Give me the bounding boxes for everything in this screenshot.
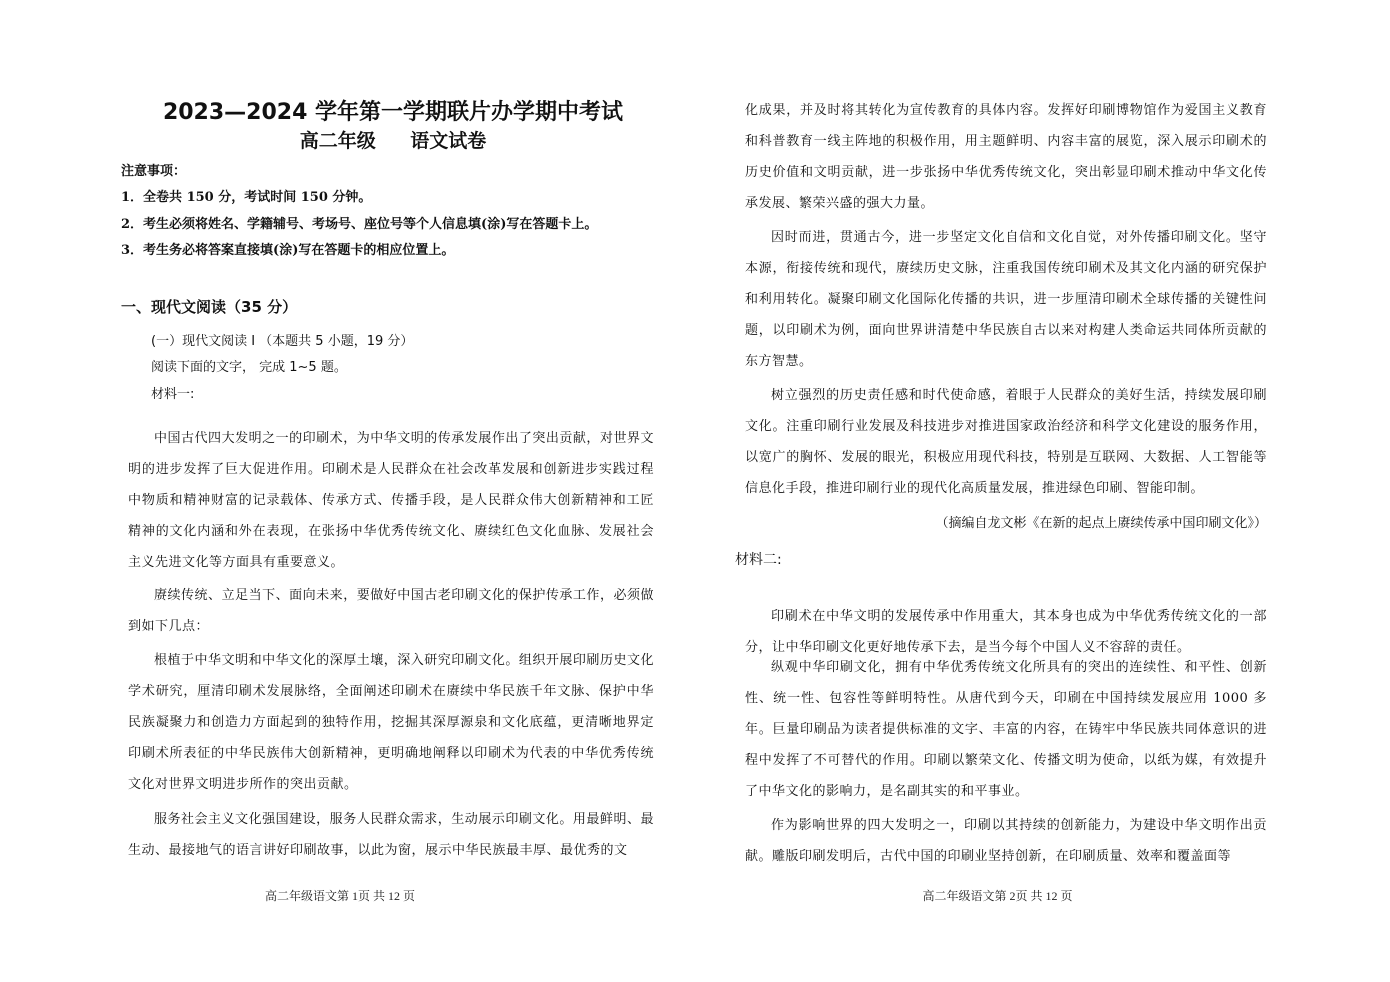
note-item: 1．全卷共 150 分，考试时间 150 分钟。	[121, 190, 372, 205]
exam-title: 2023—2024 学年第一学期联片办学期中考试	[162, 100, 624, 125]
subsection-heading: (一）现代文阅读 I （本题共 5 小题，19 分）	[151, 334, 414, 349]
page-footer: 高二年级语文第 2页 共 12 页	[922, 889, 1073, 903]
section-heading: 一、现代文阅读（35 分）	[121, 298, 298, 316]
body-paragraph: 赓续传统、立足当下、面向未来，要做好中国古老印刷文化的保护传承工作，必须做到如下几点：	[128, 588, 654, 634]
page-footer: 高二年级语文第 1页 共 12 页	[264, 889, 415, 903]
body-paragraph: 中国古代四大发明之一的印刷术，为中华文明的传承发展作出了突出贡献，对世界文明的进步发挥了巨大促进作用。印刷术是人民群众在社会改革发展和创新进步实践过程中物质和精神财富的记录载体、传承方式、传播手段，是人民群众伟大创新精神和工匠精神的文化内涵和外在表现，在张扬中华优秀传统文化、赓续红色文化血脉、发展社会主义先进文化等方面具有重要意义。	[128, 431, 654, 570]
body-paragraph: 纵观中华印刷文化，拥有中华优秀传统文化所具有的突出的连续性、和平性、创新性、统一性、包容性等鲜明特性。从唐代到今天，印刷在中国持续发展应用 1000 多年。巨量印刷品为读者提供标准的文字、丰富的内容，在铸牢中华民族共同体意识的进程中发挥了不可替代的作用。印刷以繁荣文化、传播文明为使命，以纸为媒，有效提升了中华文化的影响力，是名副其实的和平事业。	[745, 660, 1267, 799]
body-paragraph: 因时而进，贯通古今，进一步坚定文化自信和文化自觉，对外传播印刷文化。坚守本源，衔接传统和现代，赓续历史文脉，注重我国传统印刷术及其文化内涵的研究保护和利用转化。凝聚印刷文化国际化传播的共识，进一步厘清印刷术全球传播的关键性问题，以印刷术为例，面向世界讲清楚中华民族自古以来对构建人类命运共同体所贡献的东方智慧。	[745, 230, 1267, 369]
body-paragraph: 作为影响世界的四大发明之一，印刷以其持续的创新能力，为建设中华文明作出贡献。雕版印刷发明后，古代中国的印刷业坚持创新，在印刷质量、效率和覆盖面等	[745, 818, 1267, 864]
body-paragraph: 树立强烈的历史责任感和时代使命感，着眼于人民群众的美好生活，持续发展印刷文化。注重印刷行业发展及科技进步对推进国家政治经济和科学文化建设的服务作用，以宽广的胸怀、发展的眼光，积极应用现代科技，特别是互联网、大数据、人工智能等信息化手段，推进印刷行业的现代化高质量发展，推进绿色印刷、智能印制。	[745, 388, 1267, 496]
material-two-label: 材料二:	[735, 552, 782, 568]
notes-heading: 注意事项：	[121, 164, 187, 179]
body-paragraph: 化成果，并及时将其转化为宣传教育的具体内容。发挥好印刷博物馆作为爱国主义教育和科普教育一线主阵地的积极作用，用主题鲜明、内容丰富的展览，深入展示印刷术的历史价值和文明贡献，进一步张扬中华优秀传统文化，突出彰显印刷术推动中华文化传承发展、繁荣兴盛的强大力量。	[745, 103, 1267, 211]
reading-instruction: 阅读下面的文字， 完成 1~5 题。	[151, 360, 347, 375]
source-citation: （摘编自龙文彬《在新的起点上赓续传承中国印刷文化》）	[935, 516, 1267, 531]
exam-page-right	[695, 0, 1390, 982]
note-item: 2．考生必须将姓名、学籍辅号、考场号、座位号等个人信息填(涂)写在答题卡上。	[121, 217, 598, 232]
body-paragraph: 根植于中华文明和中华文化的深厚土壤，深入研究印刷文化。组织开展印刷历史文化学术研究，厘清印刷术发展脉络，全面阐述印刷术在赓续中华民族千年文脉、保护中华民族凝聚力和创造力方面起到的独特作用，挖掘其深厚源泉和文化底蕴，更清晰地界定印刷术所表征的中华民族伟大创新精神，更明确地阐释以印刷术为代表的中华优秀传统文化对世界文明进步所作的突出贡献。	[128, 653, 654, 792]
material-one-label: 材料一:	[151, 387, 195, 402]
exam-subtitle: 高二年级 语文试卷	[299, 130, 487, 152]
note-item: 3．考生务必将答案直接填(涂)写在答题卡的相应位置上。	[121, 243, 455, 258]
body-paragraph: 印刷术在中华文明的发展传承中作用重大，其本身也成为中华优秀传统文化的一部分，让中华印刷文化更好地传承下去，是当今每个中国人义不容辞的责任。	[745, 609, 1267, 655]
body-paragraph: 服务社会主义文化强国建设，服务人民群众需求，生动展示印刷文化。用最鲜明、最生动、最接地气的语言讲好印刷故事，以此为窗，展示中华民族最丰厚、最优秀的文	[128, 812, 654, 858]
